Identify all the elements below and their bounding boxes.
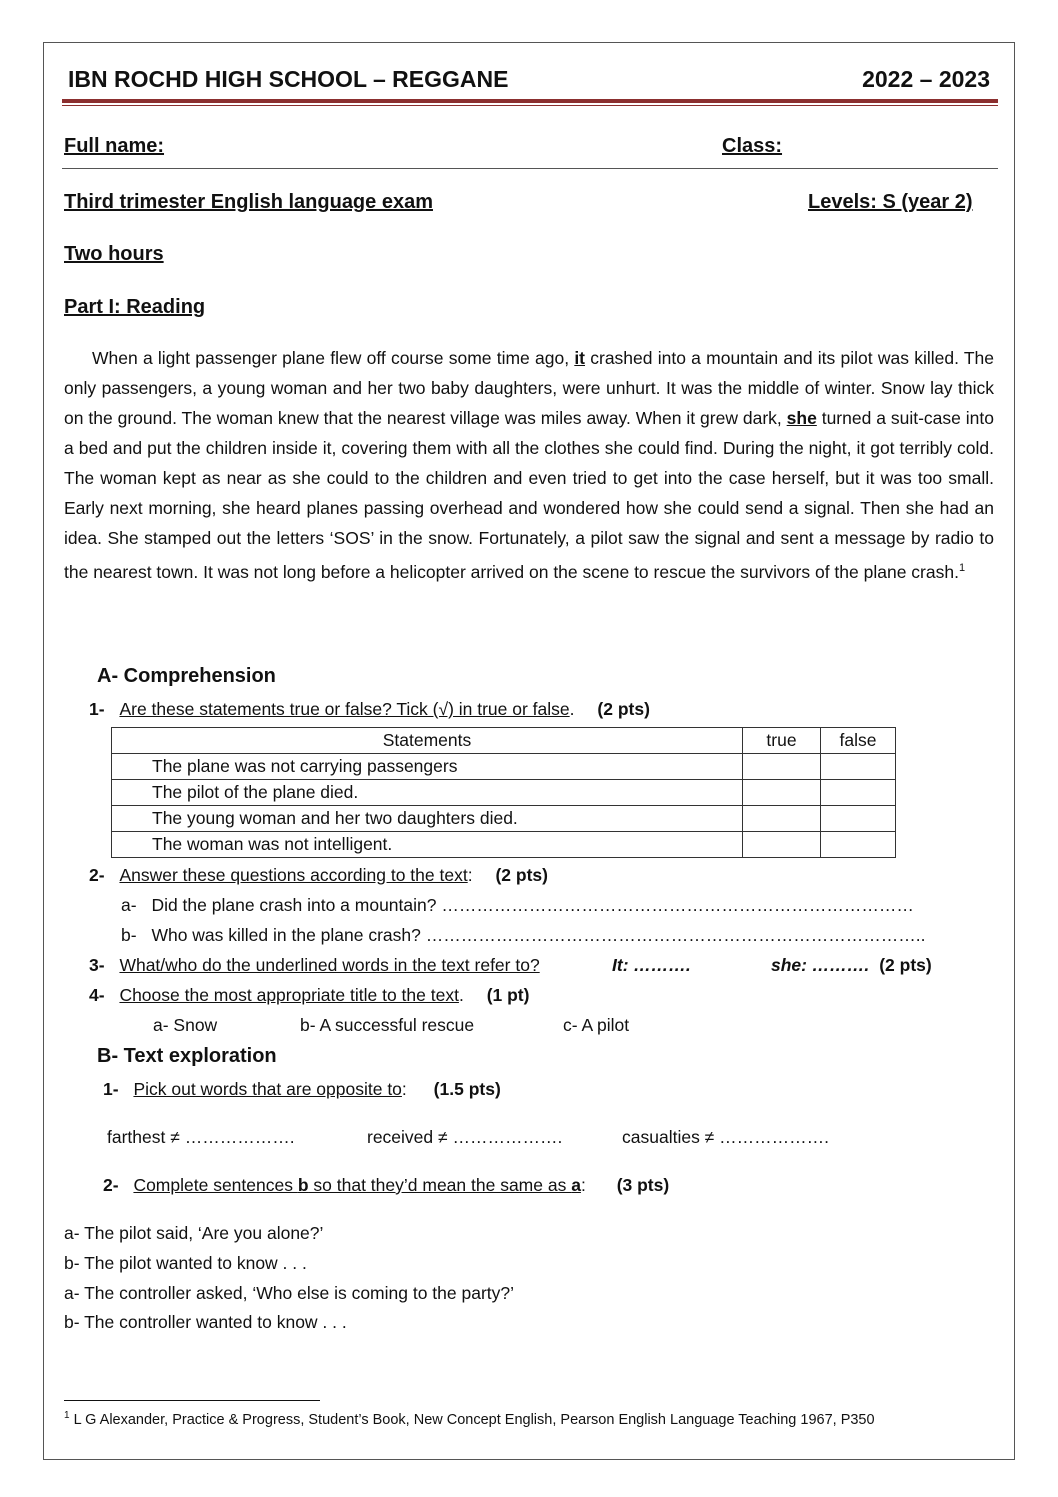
levels-label: Levels: S (year 2): [808, 191, 973, 213]
sub-label: b-: [121, 925, 137, 945]
question-number: 4-: [89, 985, 105, 1005]
section-b-title: B- Text exploration: [97, 1045, 277, 1067]
passage-text-2: crashed into a mountain and its pilot was killed. The only passengers, a young woman and her two baby daughters, were unhurt. It was the middle of winter. Snow lay thick on the ground. The woman knew that the nearest village was miles away. When it grew dark,: [64, 348, 994, 428]
question-number: 2-: [89, 865, 105, 885]
footnote-ref: 1: [958, 562, 966, 574]
table-row: [112, 806, 896, 832]
question-points: (2 pts): [597, 699, 650, 719]
opposite-casualties[interactable]: casualties ≠ ……………….: [622, 1127, 830, 1147]
exam-duration: Two hours: [64, 243, 164, 265]
footnote-text: L G Alexander, Practice & Progress, Student’s Book, New Concept English, Pearson English Language Teaching 1967, P350: [69, 1411, 875, 1428]
opposite-farthest[interactable]: farthest ≠ ……………….: [107, 1127, 295, 1147]
question-a1: [89, 699, 650, 720]
header-statements: Statements: [112, 728, 743, 754]
question-number: 3-: [89, 955, 105, 975]
false-checkbox-cell[interactable]: [821, 832, 896, 858]
header-true: true: [743, 728, 821, 754]
true-checkbox-cell[interactable]: [743, 806, 821, 832]
passage-text-3: turned a suit-case into a bed and put the children inside it, covering them with all the clothes she could find. During the night, it got terribly cold. The woman kept as near as she could to the children and even tried to get into the case herself, but it was too small. Early next morning, she heard planes passing overhead and wondered how she could send a signal. Then she had an idea. She stamped out the letters ‘SOS’ in the snow. Fortunately, a pilot saw the signal and sent a message by radio to the nearest town. It was not long before a helicopter arrived on the scene to rescue the survivors of the plane crash.: [64, 408, 994, 582]
question-dot: .: [569, 699, 575, 719]
footnote: [64, 1410, 875, 1428]
answer-she: [771, 955, 932, 976]
question-bold-a: a: [571, 1175, 581, 1195]
question-text: Choose the most appropriate title to the text: [119, 985, 459, 1005]
section-a-title: A- Comprehension: [97, 665, 276, 687]
question-text: Pick out words that are opposite to: [133, 1079, 402, 1099]
question-b2: [103, 1175, 669, 1196]
header-false: false: [821, 728, 896, 754]
statement-cell: The young woman and her two daughters died.: [112, 806, 743, 832]
question-points: (1.5 pts): [433, 1079, 501, 1099]
question-a2: [89, 865, 548, 886]
false-checkbox-cell[interactable]: [821, 754, 896, 780]
true-checkbox-cell[interactable]: [743, 754, 821, 780]
question-colon: :: [580, 1175, 586, 1195]
header-rule-thin: [62, 105, 998, 106]
question-text: Answer these questions according to the text: [119, 865, 468, 885]
question-text-part: so that they’d mean the same as: [308, 1175, 572, 1195]
question-number: 2-: [103, 1175, 119, 1195]
true-false-table: [111, 727, 896, 858]
table-row: [112, 754, 896, 780]
question-dot: .: [458, 985, 464, 1005]
part-title: Part I: Reading: [64, 296, 206, 318]
true-checkbox-cell[interactable]: [743, 832, 821, 858]
question-a2-a: [121, 895, 914, 916]
opposite-received[interactable]: received ≠ ……………….: [367, 1127, 563, 1147]
question-a2-b: [121, 925, 925, 946]
answer-she-text[interactable]: she: ……….: [771, 955, 870, 975]
reading-passage: [64, 343, 994, 587]
option-b[interactable]: b- A successful rescue: [300, 1015, 475, 1035]
class-label: Class:: [722, 135, 783, 157]
sentence-line: a- The controller asked, ‘Who else is coming to the party?’: [64, 1283, 515, 1303]
exam-title: Third trimester English language exam: [64, 191, 433, 213]
true-checkbox-cell[interactable]: [743, 780, 821, 806]
table-row: [112, 780, 896, 806]
sub-label: a-: [121, 895, 137, 915]
answer-it[interactable]: It: ……….: [612, 955, 691, 975]
question-b1: [103, 1079, 501, 1100]
option-a[interactable]: a- Snow: [153, 1015, 218, 1035]
question-colon: :: [401, 1079, 407, 1099]
header-rule-thick: [62, 99, 998, 103]
table-row: [112, 832, 896, 858]
full-name-label: Full name:: [64, 135, 165, 157]
statement-cell: The woman was not intelligent.: [112, 832, 743, 858]
footnote-rule: [64, 1400, 320, 1401]
passage-text-1: When a light passenger plane flew off course some time ago,: [92, 348, 575, 368]
sub-text[interactable]: Did the plane crash into a mountain? ………………………………………………………………………: [151, 895, 914, 915]
question-points: (3 pts): [616, 1175, 670, 1195]
school-name: IBN ROCHD HIGH SCHOOL – REGGANE: [68, 66, 509, 92]
question-bold-b: b: [297, 1175, 309, 1195]
statement-cell: The plane was not carrying passengers: [112, 754, 743, 780]
school-year: 2022 – 2023: [862, 66, 990, 92]
footnote-number: 1: [64, 1410, 70, 1421]
question-text: Are these statements true or false? Tick (√) in true or false: [119, 699, 570, 719]
sentence-line: a- The pilot said, ‘Are you alone?’: [64, 1223, 324, 1243]
question-number: 1-: [103, 1079, 119, 1099]
question-a4: [89, 985, 529, 1006]
false-checkbox-cell[interactable]: [821, 780, 896, 806]
question-text-part: Complete sentences: [133, 1175, 298, 1195]
table-header-row: [112, 728, 896, 754]
question-points: (1 pt): [486, 985, 530, 1005]
statement-cell: The pilot of the plane died.: [112, 780, 743, 806]
sentence-line[interactable]: b- The pilot wanted to know . . .: [64, 1253, 307, 1273]
question-a3: [89, 955, 540, 976]
false-checkbox-cell[interactable]: [821, 806, 896, 832]
passage-underlined-she: she: [786, 408, 817, 428]
question-points: (2 pts): [879, 955, 932, 975]
name-rule: [62, 168, 998, 169]
sub-text[interactable]: Who was killed in the plane crash? …………………………………………………………………………..: [151, 925, 926, 945]
question-number: 1-: [89, 699, 105, 719]
passage-underlined-it: it: [574, 348, 586, 368]
question-text: [133, 1175, 581, 1195]
sentence-line[interactable]: b- The controller wanted to know . . .: [64, 1312, 347, 1332]
question-points: (2 pts): [495, 865, 548, 885]
option-c[interactable]: c- A pilot: [563, 1015, 630, 1035]
question-colon: :: [467, 865, 473, 885]
question-text: What/who do the underlined words in the text refer to?: [119, 955, 540, 975]
